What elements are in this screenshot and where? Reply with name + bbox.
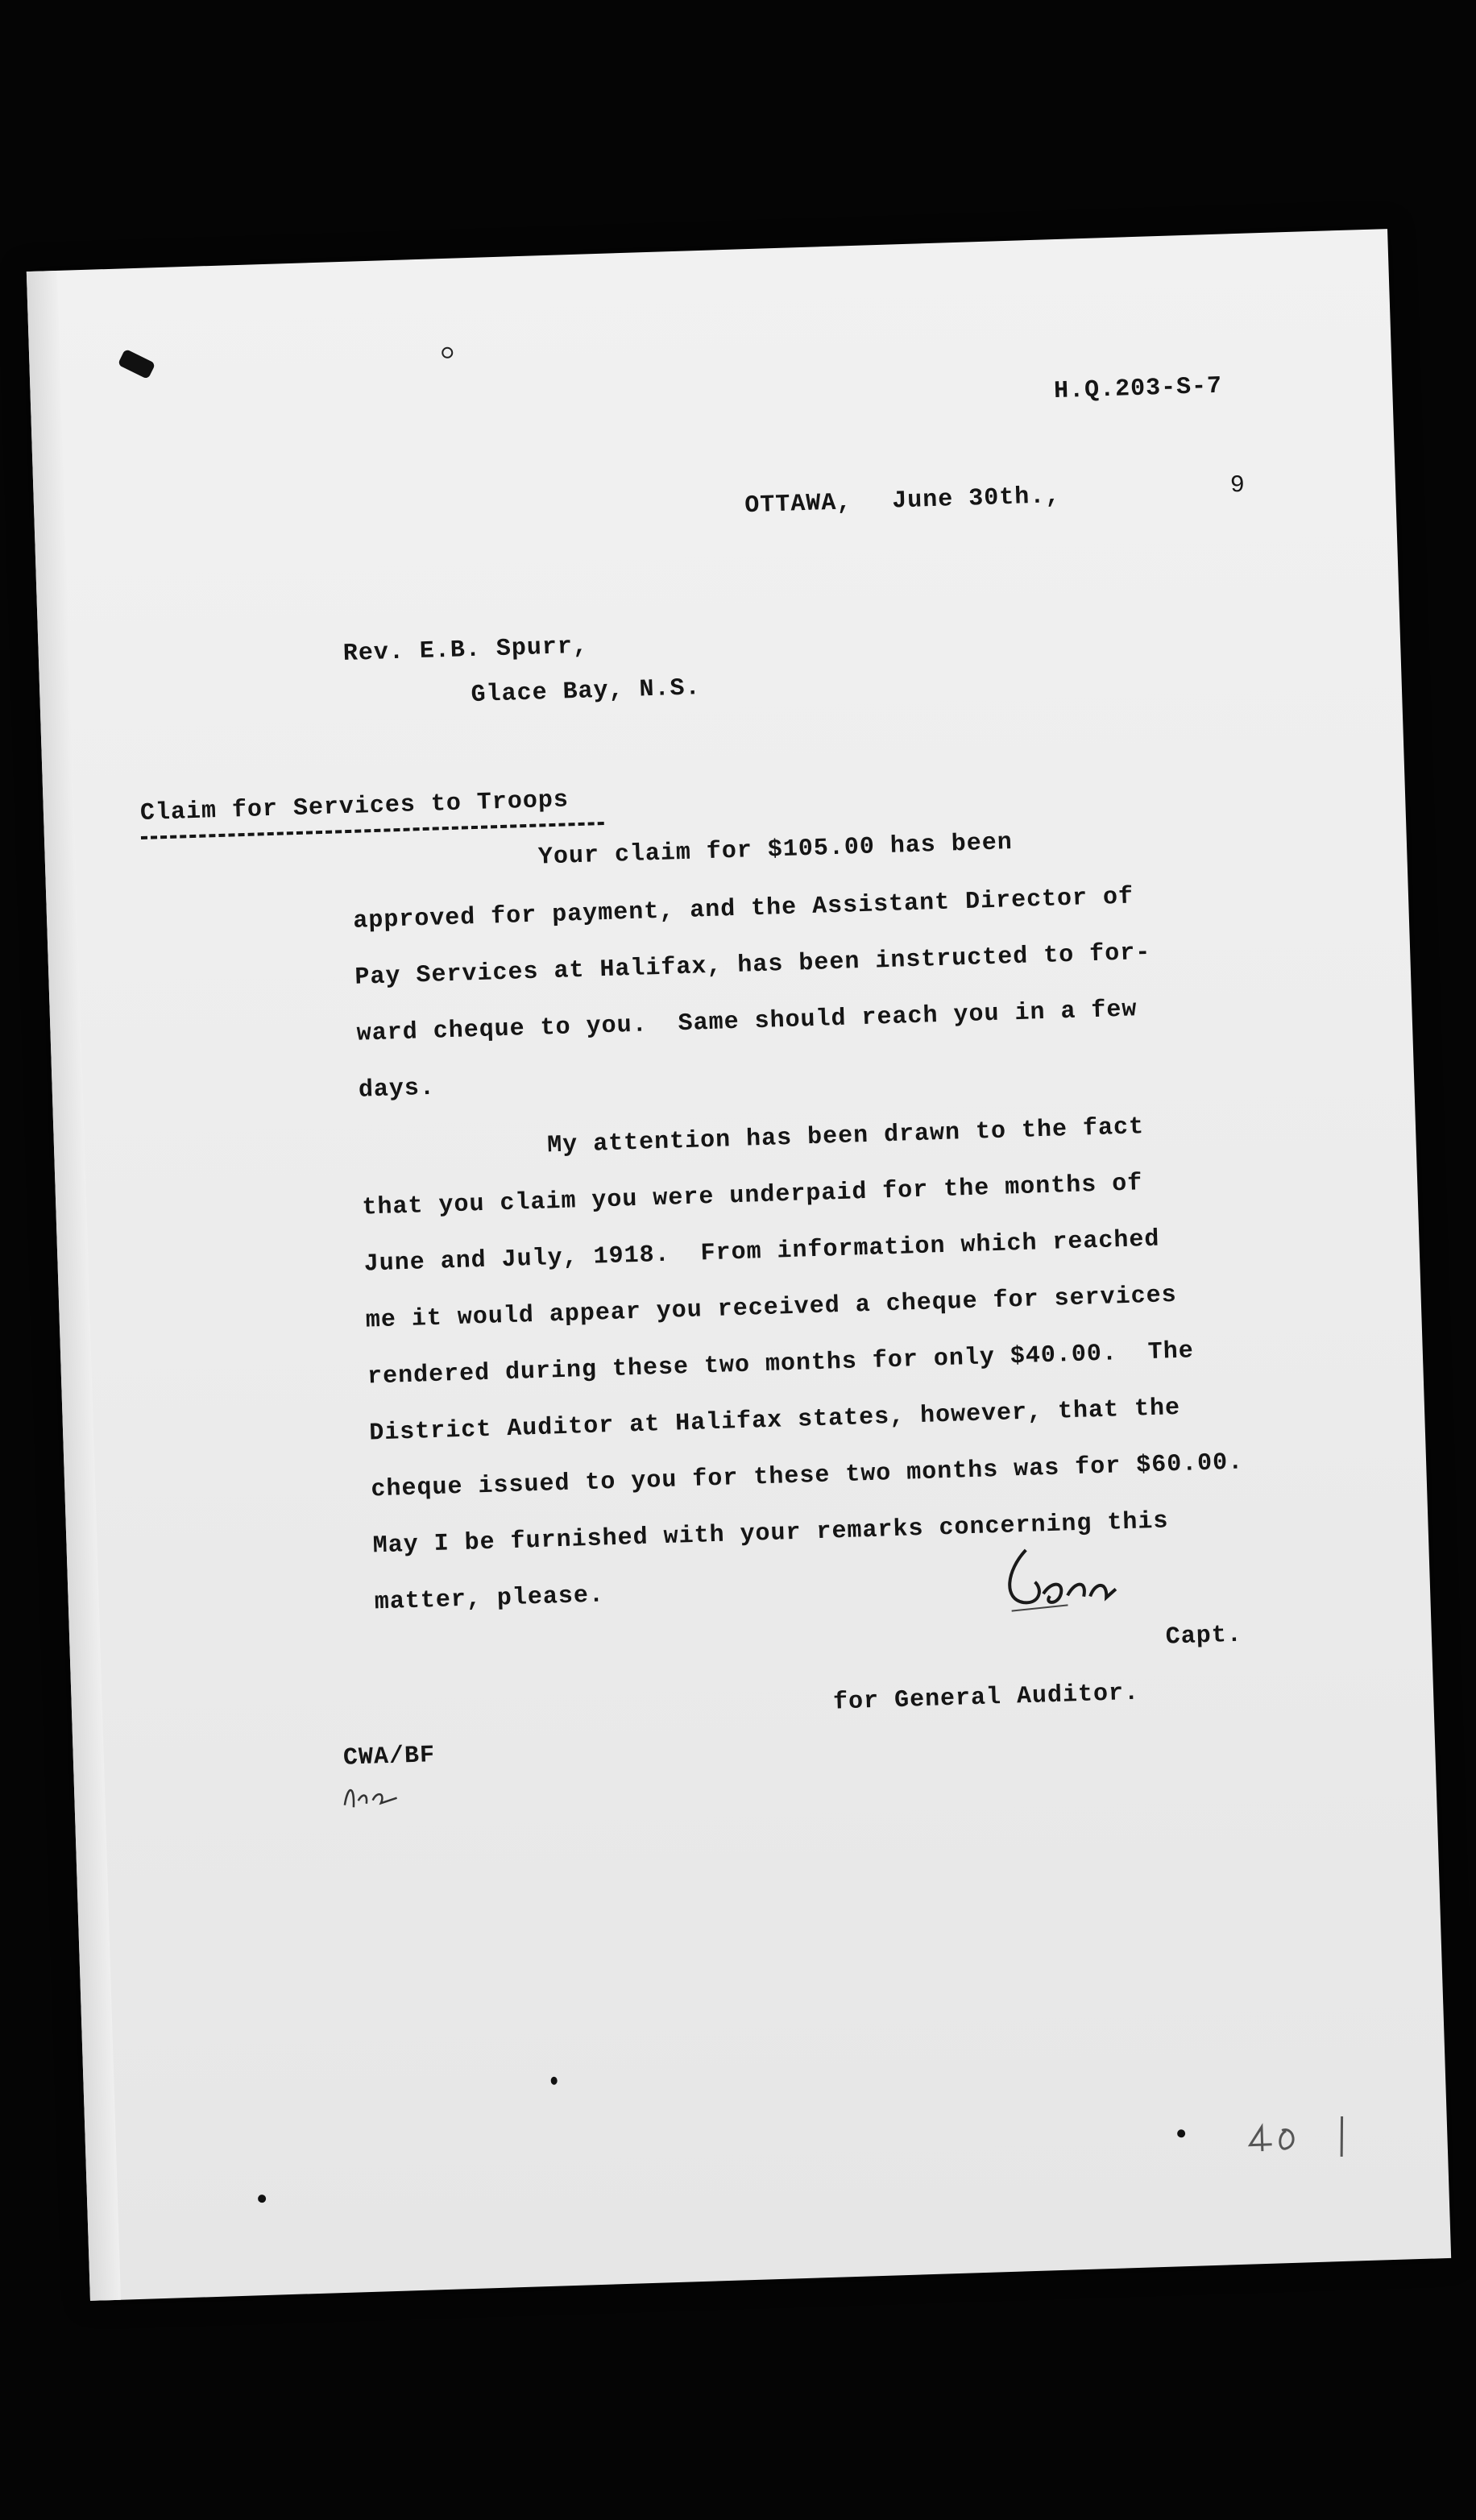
speck [1177,2129,1185,2137]
signature-title: for General Auditor. [832,1679,1140,1717]
recipient-address: Glace Bay, N.S. [471,674,702,710]
recipient-name: Rev. E.B. Spurr, [342,632,589,669]
place-line: OTTAWA, [744,489,852,520]
signature-rank: Capt. [1165,1621,1243,1652]
body-line: approved for payment, and the Assistant Director of [352,883,1134,935]
handwritten-folio [1245,2108,1359,2167]
file-reference: H.Q.203-S-7 [1053,372,1223,406]
body-line: District Auditor at Halifax states, however, that the [368,1394,1181,1448]
body-line: me it would appear you received a cheque for services [365,1281,1178,1335]
body-line: ward cheque to you. Same should reach you in a few [356,996,1138,1048]
speck [551,2077,558,2085]
body-line: rendered during these two months for only $40.00. The [367,1337,1195,1391]
body-line: My attention has been drawn to the fact [546,1113,1145,1160]
ink-blot [118,349,155,379]
typist-initials: CWA/BF [342,1742,436,1772]
body-line: May I be furnished with your remarks concerning this [372,1507,1169,1560]
speck [258,2195,266,2203]
letter-page [27,229,1451,2301]
date-line: June 30th., [891,482,1061,516]
body-line: days. [358,1074,436,1105]
handwritten-signature [993,1530,1158,1631]
subject-heading: Claim for Services to Troops [139,786,570,828]
body-line: June and July, 1918. From information which reached [363,1225,1160,1279]
page-edge [27,271,121,2301]
body-line: Your claim for $105.00 has been [537,829,1014,872]
body-line: that you claim you were underpaid for the months of [362,1170,1143,1222]
handwritten-initials [340,1775,414,1817]
body-line: cheque issued to you for these two months was for $60.00. [371,1449,1244,1504]
speck [442,347,453,359]
page-number: 9 [1229,471,1246,500]
body-line: matter, please. [374,1581,605,1617]
body-line: Pay Services at Halifax, has been instructed to for- [354,939,1151,992]
